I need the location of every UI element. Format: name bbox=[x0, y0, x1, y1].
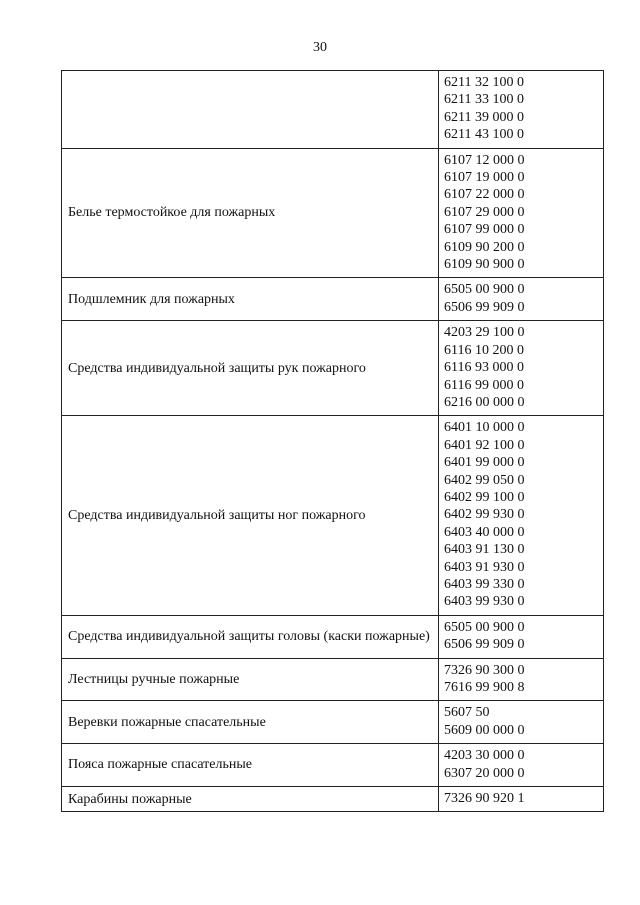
product-codes-cell bbox=[439, 701, 604, 744]
table-row bbox=[62, 148, 604, 278]
code-value: 6107 19 000 0 bbox=[444, 170, 525, 186]
product-name-cell bbox=[62, 71, 439, 149]
code-value: 6401 92 100 0 bbox=[444, 437, 525, 453]
code-value: 6401 10 000 0 bbox=[444, 420, 525, 436]
table-row bbox=[62, 744, 604, 787]
code-value: 6403 99 330 0 bbox=[444, 576, 525, 592]
product-codes-cell bbox=[439, 744, 604, 787]
table-row bbox=[62, 701, 604, 744]
product-codes-cell bbox=[439, 615, 604, 658]
code-value: 7616 99 900 8 bbox=[444, 680, 525, 695]
product-name-cell: Белье термостойкое для пожарных bbox=[62, 148, 439, 278]
product-codes-cell bbox=[439, 148, 604, 278]
product-name-cell: Карабины пожарные bbox=[62, 787, 439, 812]
product-codes-table-body bbox=[62, 71, 604, 812]
product-codes-cell bbox=[439, 416, 604, 615]
table-row bbox=[62, 71, 604, 149]
code-value: 6116 10 200 0 bbox=[444, 342, 524, 358]
code-value: 6109 90 200 0 bbox=[444, 239, 525, 255]
code-value: 6211 33 100 0 bbox=[444, 92, 524, 108]
code-value: 6505 00 900 0 bbox=[444, 619, 525, 635]
table-row bbox=[62, 278, 604, 321]
code-value: 6506 99 909 0 bbox=[444, 637, 525, 653]
code-value: 6401 99 000 0 bbox=[444, 455, 525, 471]
code-value: 6211 39 000 0 bbox=[444, 109, 524, 125]
page-number: 30 bbox=[313, 40, 327, 55]
code-value: 6402 99 100 0 bbox=[444, 489, 525, 505]
code-value: 4203 30 000 0 bbox=[444, 748, 525, 764]
code-value: 6505 00 900 0 bbox=[444, 282, 525, 298]
code-value: 7326 90 920 1 bbox=[444, 791, 525, 807]
code-value: 6211 43 100 0 bbox=[444, 127, 524, 143]
code-value: 6116 93 000 0 bbox=[444, 360, 524, 376]
code-value: 6116 99 000 0 bbox=[444, 377, 524, 393]
code-value: 6403 91 930 0 bbox=[444, 559, 525, 575]
product-name-cell: Подшлемник для пожарных bbox=[62, 278, 439, 321]
code-value: 5609 00 000 0 bbox=[444, 722, 525, 738]
product-name-cell: Пояса пожарные спасательные bbox=[62, 744, 439, 787]
table-row bbox=[62, 321, 604, 416]
code-value: 6307 20 000 0 bbox=[444, 765, 525, 781]
code-value: 6107 29 000 0 bbox=[444, 204, 525, 220]
code-value: 6211 32 100 0 bbox=[444, 75, 524, 90]
code-value: 6107 99 000 0 bbox=[444, 222, 525, 238]
product-codes-cell bbox=[439, 787, 604, 812]
product-name-cell: Средства индивидуальной защиты рук пожарного bbox=[62, 321, 439, 416]
code-value: 6506 99 909 0 bbox=[444, 299, 525, 315]
product-codes-cell bbox=[439, 71, 604, 149]
table-row bbox=[62, 658, 604, 701]
code-value: 6216 00 000 0 bbox=[444, 394, 525, 410]
table-row bbox=[62, 416, 604, 615]
product-codes-cell bbox=[439, 278, 604, 321]
code-value: 4203 29 100 0 bbox=[444, 325, 525, 341]
code-value: 7326 90 300 0 bbox=[444, 662, 525, 678]
code-value: 6403 91 130 0 bbox=[444, 542, 525, 558]
product-codes-table bbox=[61, 70, 604, 812]
code-value: 6109 90 900 0 bbox=[444, 257, 525, 273]
table-row bbox=[62, 787, 604, 812]
table-row bbox=[62, 615, 604, 658]
code-value: 6107 22 000 0 bbox=[444, 187, 525, 203]
code-value: 6403 40 000 0 bbox=[444, 524, 525, 540]
product-name-cell: Лестницы ручные пожарные bbox=[62, 658, 439, 701]
product-name-cell: Средства индивидуальной защиты головы (каски пожарные) bbox=[62, 615, 439, 658]
product-codes-cell bbox=[439, 658, 604, 701]
product-name-cell: Веревки пожарные спасательные bbox=[62, 701, 439, 744]
product-name-cell: Средства индивидуальной защиты ног пожарного bbox=[62, 416, 439, 615]
code-value: 5607 50 bbox=[444, 705, 490, 721]
product-codes-cell bbox=[439, 321, 604, 416]
code-value: 6107 12 000 0 bbox=[444, 152, 525, 168]
code-value: 6402 99 930 0 bbox=[444, 507, 525, 523]
code-value: 6403 99 930 0 bbox=[444, 594, 525, 610]
code-value: 6402 99 050 0 bbox=[444, 472, 525, 488]
